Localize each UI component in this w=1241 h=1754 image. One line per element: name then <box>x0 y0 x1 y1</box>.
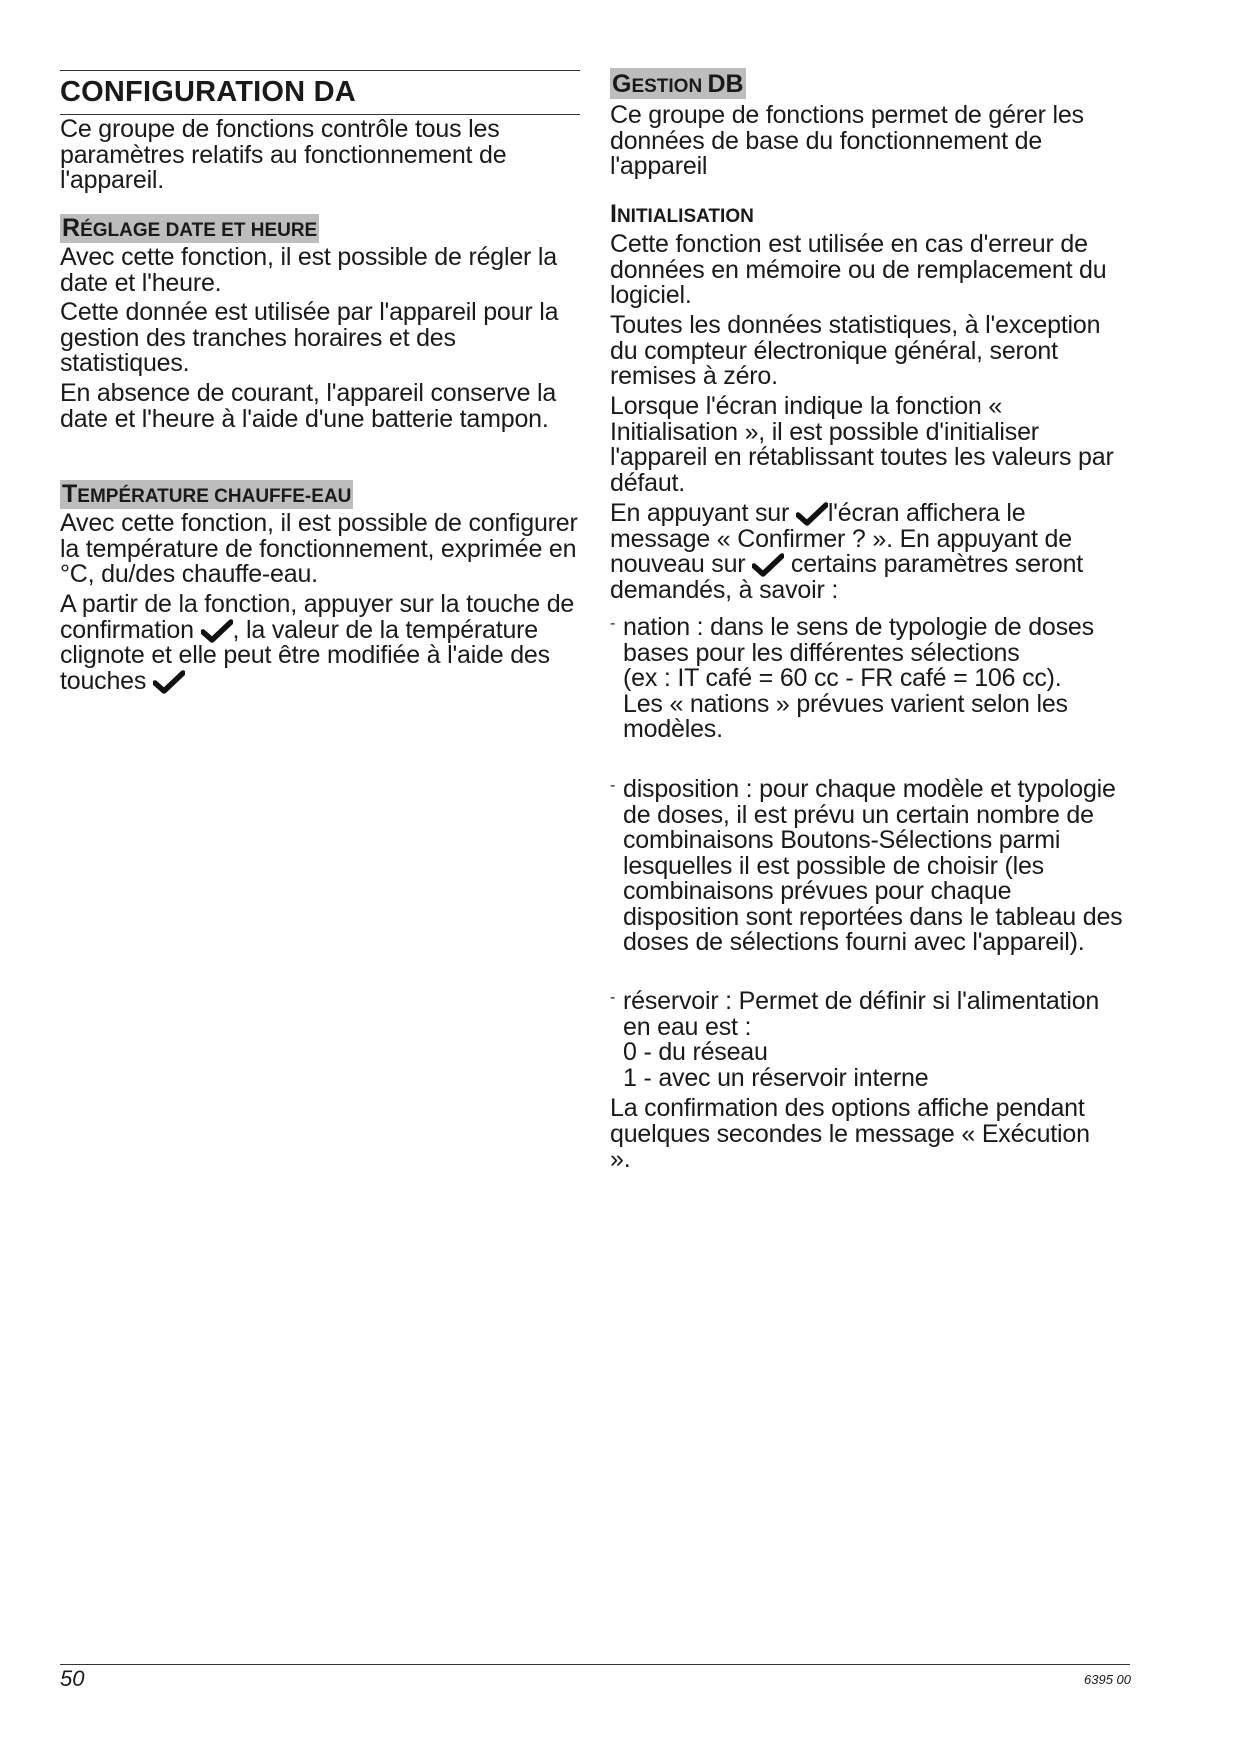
reservoir-text: réservoir : Permet de définir si l'alimentation en eau est : <box>623 987 1100 1041</box>
bullet-dash: - <box>610 989 616 1006</box>
intro-paragraph: Ce groupe de fonctions contrôle tous les paramètres relatifs au fonctionnement de l'appareil. <box>60 115 507 194</box>
heading-cap: G <box>612 70 632 98</box>
section-title-configuration <box>60 70 580 115</box>
init-paragraph-4 <box>610 501 1130 603</box>
init-paragraph-5: La confirmation des options affiche pendant quelques secondes le message « Exécution ». <box>610 1094 1090 1173</box>
reservoir-option-0: 0 - du réseau <box>623 1038 768 1066</box>
nation-text: nation : dans le sens de typologie de doses bases pour les différentes sélections <box>623 613 1094 667</box>
heading-initialisation <box>610 200 754 229</box>
heading-date-heure <box>60 214 319 243</box>
init-text-c: certains paramètres seront demandés, à savoir : <box>610 550 1084 604</box>
date-paragraph-2: Cette donnée est utilisée par l'appareil pour la gestion des tranches horaires et des statistiques. <box>60 298 559 377</box>
heading-rest: EMPÉRATURE CHAUFFE- <box>77 486 312 507</box>
init-paragraph-1: Cette fonction est utilisée en cas d'erreur de données en mémoire ou de remplacement du logiciel. <box>610 230 1107 309</box>
temp-paragraph-2 <box>60 592 580 694</box>
nation-note: Les « nations » prévues varient selon les modèles. <box>623 689 1068 743</box>
heading-rest-2: DB <box>707 70 744 98</box>
nation-example: (ex : IT café = 60 cc - FR café = 106 cc). <box>623 664 1062 692</box>
disposition-text: disposition : pour chaque modèle et typologie de doses, il est prévu un certain nombre de combinaisons Boutons-Sélections parmi lesquelles il est possible de choisir (les combinaisons prévues pour chaque disposition sont reportées dans le tableau des doses de sélections fourni avec l'appareil). <box>623 775 1123 956</box>
init-paragraph-2: Toutes les données statistiques, à l'exception du compteur électronique général, seront remises à zéro. <box>610 311 1101 390</box>
heading-rest: NITIALISATION <box>616 206 754 227</box>
list-item-disposition <box>610 777 1123 956</box>
gestion-intro: Ce groupe de fonctions permet de gérer les données de base du fonctionnement de l'appareil <box>610 101 1084 180</box>
check-icon <box>752 553 784 577</box>
init-text-a: En appuyant sur <box>610 499 790 527</box>
temp-paragraph-1: Avec cette fonction, il est possible de configurer la température de fonctionnement, exprimée en °C, du/des chauffe-eau. <box>60 509 578 588</box>
title-text: CONFIGURATION DA <box>60 76 356 108</box>
date-paragraph-1: Avec cette fonction, il est possible de régler la date et l'heure. <box>60 243 557 297</box>
heading-cap: T <box>62 480 78 508</box>
heading-rest: ÉGLAGE DATE ET HEURE <box>80 220 318 241</box>
footer-rule <box>60 1664 1130 1665</box>
date-paragraph-3: En absence de courant, l'appareil conserve la date et l'heure à l'aide d'une batterie tampon. <box>60 379 557 433</box>
heading-rest-2: EAU <box>311 486 352 507</box>
document-code: 6395 00 <box>1084 1672 1131 1687</box>
heading-cap: R <box>62 214 81 242</box>
temp-text-a: A partir de la fonction, appuyer sur la touche de confirmation <box>60 590 575 644</box>
bullet-dash: - <box>610 615 616 632</box>
reservoir-option-1: 1 - avec un réservoir interne <box>623 1063 929 1092</box>
list-item-reservoir <box>610 989 1123 1091</box>
temp-text-b: , la valeur de la température clignote et elle peut être modifiée à l'aide des touches <box>60 615 550 695</box>
heading-cap: I <box>610 200 617 228</box>
init-text-b: l'écran affichera le message « Confirmer ? ». En appuyant de nouveau sur <box>610 499 1072 578</box>
list-item-nation <box>610 615 1123 743</box>
init-paragraph-3: Lorsque l'écran indique la fonction « Initialisation », il est possible d'initialiser l'appareil en rétablissant toutes les valeurs par défaut. <box>610 392 1114 497</box>
check-icon <box>201 619 233 643</box>
check-icon <box>153 670 185 694</box>
page-number: 50 <box>60 1666 85 1691</box>
check-icon <box>796 502 828 526</box>
bullet-dash: - <box>610 777 616 794</box>
heading-temperature <box>60 480 353 509</box>
heading-rest: ESTION <box>631 76 708 97</box>
heading-gestion-db <box>610 68 746 99</box>
